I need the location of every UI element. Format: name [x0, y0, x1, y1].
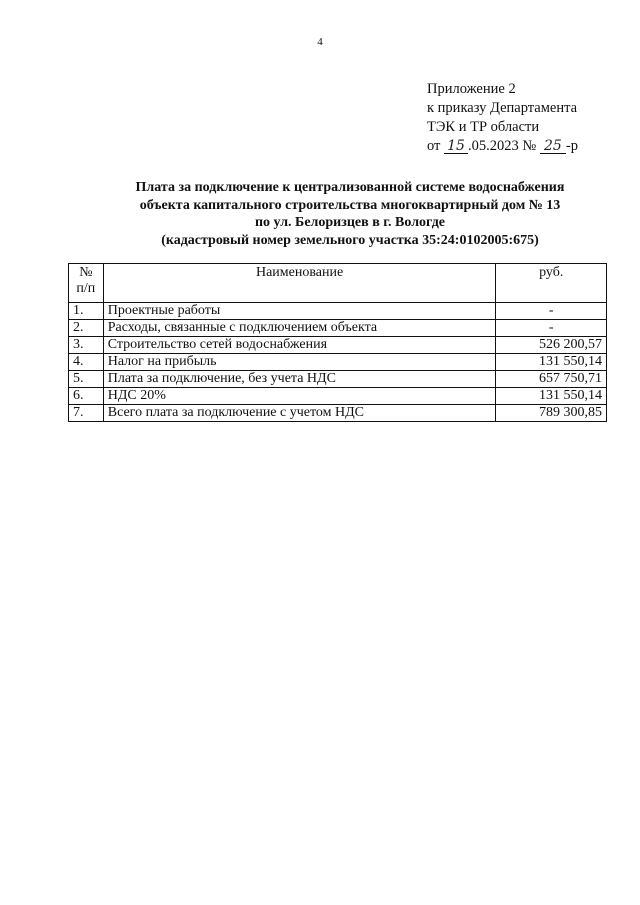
appendix-header	[427, 80, 578, 156]
row-number: 2.	[69, 320, 104, 337]
row-number: 7.	[69, 405, 104, 422]
title-line-2: объекта капитального строительства многоквартирный дом № 13	[139, 197, 561, 213]
order-suffix: -р	[565, 138, 578, 154]
header-number-line-2: п/п	[76, 281, 96, 296]
appendix-date-line	[427, 137, 578, 156]
header-rub: руб.	[496, 264, 607, 303]
header-number	[69, 264, 104, 303]
fees-table	[68, 263, 607, 422]
date-rest: .05.2023 №	[468, 138, 537, 154]
table-row	[69, 320, 607, 337]
row-name: Проектные работы	[103, 303, 496, 320]
table-row	[69, 388, 607, 405]
table-row	[69, 371, 607, 388]
appendix-order-ref: к приказу Департамента	[427, 100, 578, 116]
table-row	[69, 337, 607, 354]
row-value: 131 550,14	[496, 354, 607, 371]
row-number: 5.	[69, 371, 104, 388]
title-line-1: Плата за подключение к централизованной системе водоснабжения	[135, 180, 565, 195]
table-header-row	[69, 264, 607, 303]
document-title	[60, 179, 640, 249]
title-line-4: (кадастровый номер земельного участка 35:24:0102005:675)	[161, 232, 539, 248]
appendix-title: Приложение 2	[427, 81, 516, 97]
row-name: НДС 20%	[103, 388, 496, 405]
row-name: Плата за подключение, без учета НДС	[103, 371, 496, 388]
row-number: 3.	[69, 337, 104, 354]
row-value: 131 550,14	[496, 388, 607, 405]
row-name: Всего плата за подключение с учетом НДС	[103, 405, 496, 422]
header-name: Наименование	[103, 264, 496, 303]
table-row	[69, 405, 607, 422]
title-line-3: по ул. Белоризцев в г. Вологде	[254, 215, 446, 230]
row-number: 4.	[69, 354, 104, 371]
row-number: 1.	[69, 303, 104, 320]
table-row	[69, 303, 607, 320]
header-number-line-1: №	[79, 265, 93, 280]
row-value: 789 300,85	[496, 405, 607, 422]
row-number: 6.	[69, 388, 104, 405]
row-value: 526 200,57	[496, 337, 607, 354]
page-number: 4	[317, 36, 323, 48]
appendix-department: ТЭК и ТР области	[427, 119, 540, 135]
row-value: 657 750,71	[496, 371, 607, 388]
row-value: -	[496, 320, 607, 337]
row-name: Строительство сетей водоснабжения	[103, 337, 496, 354]
row-value: -	[496, 303, 607, 320]
date-prefix: от	[427, 138, 441, 154]
handwritten-order-number: 25	[540, 139, 566, 154]
handwritten-day: 15	[444, 139, 468, 154]
row-name: Расходы, связанные с подключением объекта	[103, 320, 496, 337]
table-row	[69, 354, 607, 371]
row-name: Налог на прибыль	[103, 354, 496, 371]
